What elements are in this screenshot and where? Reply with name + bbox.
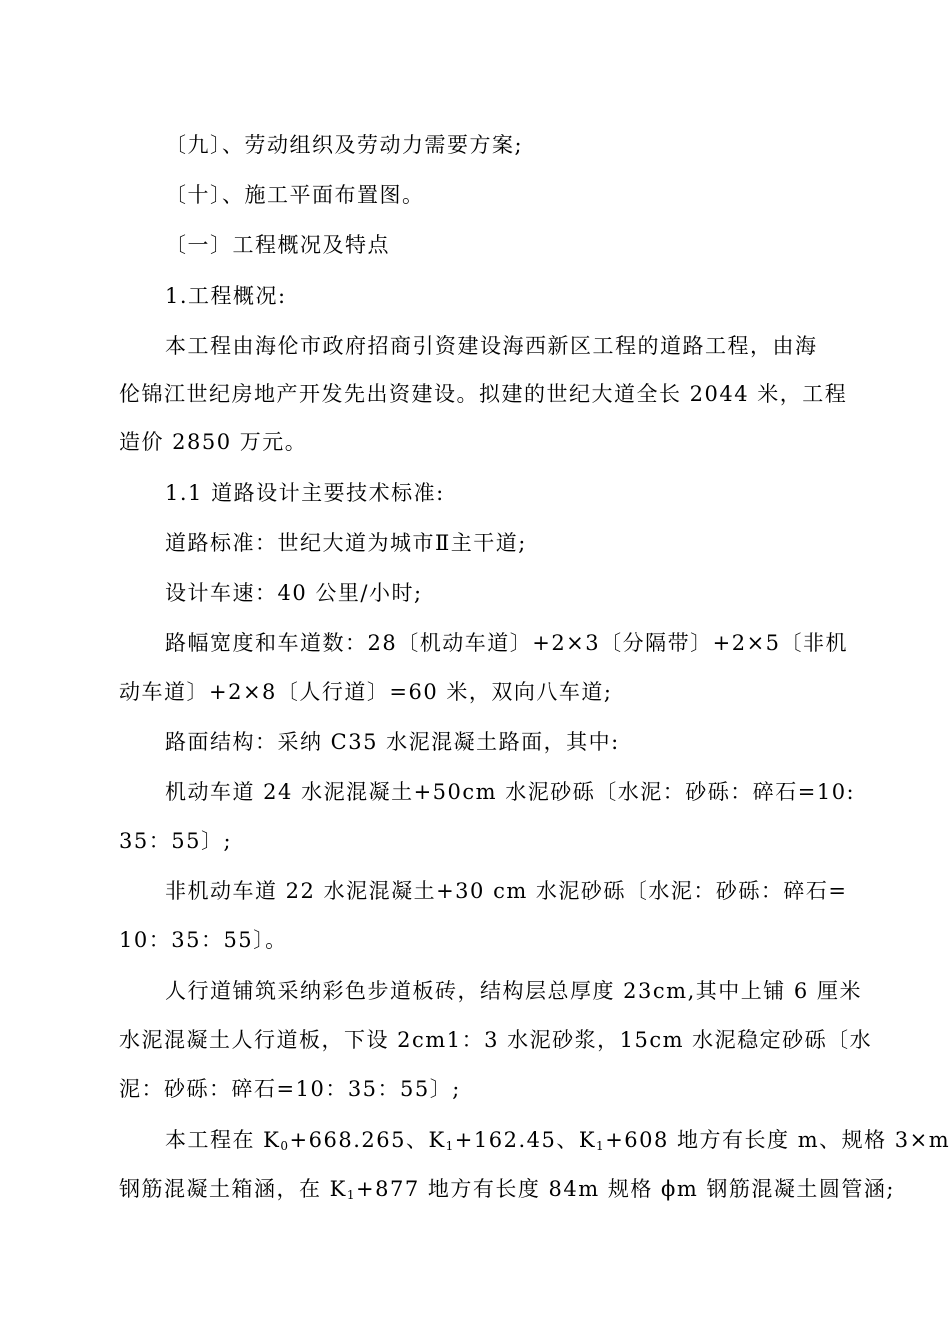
paragraph-line: 动车道〕+2×8〔人行道〕=60 米，双向八车道; xyxy=(119,680,613,704)
subsection-heading: 1.工程概况: xyxy=(165,284,287,308)
text-fragment: +162.45、K xyxy=(454,1128,597,1152)
toc-item-9: 〔九〕、劳动组织及劳动力需要方案; xyxy=(165,133,524,157)
paragraph-line: 非机动车道 22 水泥混凝土+30 cm 水泥砂砾〔水泥：砂砾：碎石= xyxy=(165,879,848,903)
subscript: 1 xyxy=(445,1139,455,1153)
text-fragment: +877 地方有长度 84m 规格 ϕm 钢筋混凝土圆管涵; xyxy=(356,1177,896,1201)
paragraph-line: 泥：砂砾：碎石=10：35：55〕; xyxy=(119,1077,461,1101)
paragraph-line: 道路标准：世纪大道为城市Ⅱ主干道; xyxy=(165,531,527,555)
text-fragment: +668.265、K xyxy=(289,1128,446,1152)
subscript: 1 xyxy=(346,1188,357,1202)
paragraph-line: 路面结构：采纳 C35 水泥混凝土路面，其中: xyxy=(165,730,620,754)
paragraph-line xyxy=(119,1174,895,1210)
paragraph-line: 人行道铺筑采纳彩色步道板砖，结构层总厚度 23cm,其中上铺 6 厘米 xyxy=(165,979,862,1003)
paragraph-line: 水泥混凝土人行道板，下设 2cm1：3 水泥砂浆，15cm 水泥稳定砂砾〔水 xyxy=(119,1028,873,1052)
toc-item-10: 〔十〕、施工平面布置图。 xyxy=(165,183,425,207)
paragraph-line: 伦锦江世纪房地产开发先出资建设。拟建的世纪大道全长 2044 米，工程 xyxy=(119,382,848,406)
text-fragment: 本工程在 K xyxy=(165,1128,281,1152)
paragraph-line: 机动车道 24 水泥混凝土+50cm 水泥砂砾〔水泥：砂砾：碎石=10: xyxy=(165,780,856,804)
paragraph-line: 本工程由海伦市政府招商引资建设海西新区工程的道路工程，由海 xyxy=(165,334,818,358)
paragraph-line: 路幅宽度和车道数：28〔机动车道〕+2×3〔分隔带〕+2×5〔非机 xyxy=(165,631,849,655)
paragraph-line: 35：55〕; xyxy=(119,829,233,853)
text-fragment: +608 地方有长度 m、规格 3×m xyxy=(605,1128,950,1152)
paragraph-line xyxy=(165,1125,950,1161)
subscript: 1 xyxy=(596,1139,606,1153)
paragraph-line: 设计车速：40 公里/小时; xyxy=(165,581,423,605)
paragraph-line: 10：35：55〕。 xyxy=(119,928,288,952)
section-heading: 〔一〕工程概况及特点 xyxy=(165,233,390,257)
text-fragment: 钢筋混凝土箱涵，在 K xyxy=(119,1177,347,1201)
paragraph-line: 造价 2850 万元。 xyxy=(119,430,308,454)
subsection-heading: 1.1 道路设计主要技术标准: xyxy=(165,481,445,505)
subscript: 0 xyxy=(280,1139,290,1153)
